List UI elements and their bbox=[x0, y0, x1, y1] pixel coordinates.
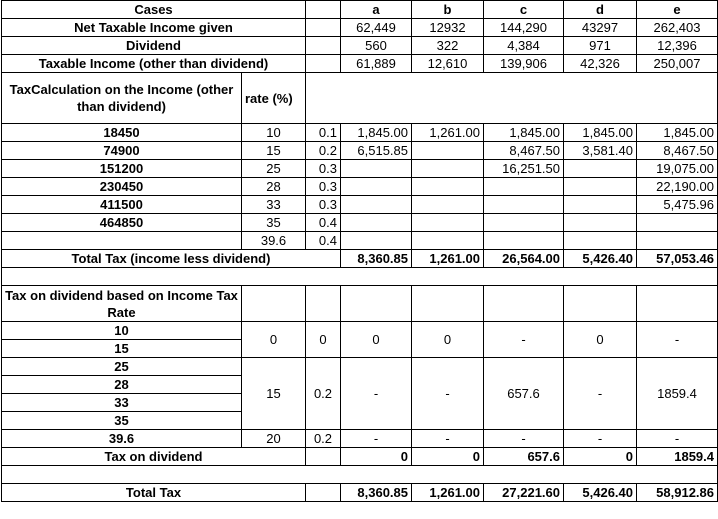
bracket-tax-b[interactable] bbox=[412, 160, 484, 178]
grand-total-a[interactable]: 8,360.85 bbox=[341, 484, 412, 502]
net-taxable-e[interactable]: 262,403 bbox=[637, 19, 718, 37]
bracket-tax-a[interactable] bbox=[341, 160, 412, 178]
total-tax-income-e[interactable]: 57,053.46 bbox=[637, 250, 718, 268]
bracket-threshold[interactable]: 74900 bbox=[2, 142, 242, 160]
taxable-other-e[interactable]: 250,007 bbox=[637, 55, 718, 73]
bracket-tax-e[interactable]: 1,845.00 bbox=[637, 124, 718, 142]
div-group2-a[interactable]: - bbox=[341, 358, 412, 430]
bracket-row bbox=[2, 178, 718, 196]
div-group2-factor[interactable]: 0.2 bbox=[306, 358, 341, 430]
net-taxable-b[interactable]: 12932 bbox=[412, 19, 484, 37]
grand-total-row bbox=[2, 484, 718, 502]
bracket-rate[interactable]: 35 bbox=[242, 214, 306, 232]
bracket-tax-e[interactable] bbox=[637, 232, 718, 250]
bracket-tax-e[interactable]: 22,190.00 bbox=[637, 178, 718, 196]
bracket-tax-c[interactable] bbox=[484, 178, 564, 196]
cell[interactable] bbox=[412, 286, 484, 322]
cell[interactable] bbox=[306, 1, 341, 19]
bracket-tax-b[interactable] bbox=[412, 232, 484, 250]
taxable-other-a[interactable]: 61,889 bbox=[341, 55, 412, 73]
bracket-rows bbox=[2, 124, 718, 250]
bracket-threshold[interactable] bbox=[2, 232, 242, 250]
div-group1-e[interactable]: - bbox=[637, 322, 718, 358]
taxable-other-b[interactable]: 12,610 bbox=[412, 55, 484, 73]
div-rate-33[interactable]: 33 bbox=[2, 394, 242, 412]
bracket-rate[interactable]: 28 bbox=[242, 178, 306, 196]
grand-total-c[interactable]: 27,221.60 bbox=[484, 484, 564, 502]
bracket-tax-a[interactable] bbox=[341, 214, 412, 232]
case-b-header[interactable]: b bbox=[412, 1, 484, 19]
dividend-rate-header-row bbox=[2, 286, 718, 322]
bracket-tax-c[interactable]: 8,467.50 bbox=[484, 142, 564, 160]
cell[interactable] bbox=[484, 286, 564, 322]
cell[interactable] bbox=[306, 55, 341, 73]
cell[interactable] bbox=[2, 466, 718, 484]
bracket-row bbox=[2, 196, 718, 214]
case-d-header[interactable]: d bbox=[564, 1, 637, 19]
bracket-tax-b[interactable] bbox=[412, 196, 484, 214]
div-group2-d[interactable]: - bbox=[564, 358, 637, 430]
bracket-tax-a[interactable] bbox=[341, 178, 412, 196]
cell[interactable] bbox=[242, 286, 306, 322]
total-tax-income-b[interactable]: 1,261.00 bbox=[412, 250, 484, 268]
bracket-tax-b[interactable] bbox=[412, 142, 484, 160]
net-taxable-c[interactable]: 144,290 bbox=[484, 19, 564, 37]
total-tax-income-row bbox=[2, 250, 718, 268]
bracket-threshold[interactable]: 151200 bbox=[2, 160, 242, 178]
bracket-factor[interactable]: 0.1 bbox=[306, 124, 341, 142]
dividend-rate-header-label[interactable]: Tax on dividend based on Income Tax Rate bbox=[2, 286, 242, 322]
dividend-e[interactable]: 12,396 bbox=[637, 37, 718, 55]
tax-on-dividend-b[interactable]: 0 bbox=[412, 448, 484, 466]
tax-on-dividend-a[interactable]: 0 bbox=[341, 448, 412, 466]
taxable-other-d[interactable]: 42,326 bbox=[564, 55, 637, 73]
div-group1-c[interactable]: - bbox=[484, 322, 564, 358]
dividend-c[interactable]: 4,384 bbox=[484, 37, 564, 55]
cell[interactable] bbox=[306, 448, 341, 466]
div-group3-c[interactable]: - bbox=[484, 430, 564, 448]
cell[interactable] bbox=[306, 484, 341, 502]
div-rate-39-6[interactable]: 39.6 bbox=[2, 430, 242, 448]
div-group2-b[interactable]: - bbox=[412, 358, 484, 430]
bracket-row bbox=[2, 160, 718, 178]
div-group3-factor[interactable]: 0.2 bbox=[306, 430, 341, 448]
total-tax-income-a[interactable]: 8,360.85 bbox=[341, 250, 412, 268]
tax-on-dividend-d[interactable]: 0 bbox=[564, 448, 637, 466]
cell[interactable] bbox=[306, 286, 341, 322]
div-group2-e[interactable]: 1859.4 bbox=[637, 358, 718, 430]
div-rate-28[interactable]: 28 bbox=[2, 376, 242, 394]
case-e-header[interactable]: e bbox=[637, 1, 718, 19]
tax-on-dividend-label[interactable]: Tax on dividend bbox=[2, 448, 306, 466]
div-group2-c[interactable]: 657.6 bbox=[484, 358, 564, 430]
cases-label[interactable]: Cases bbox=[2, 1, 306, 19]
cell[interactable] bbox=[564, 286, 637, 322]
div-group1-b[interactable]: 0 bbox=[412, 322, 484, 358]
div-group3-e[interactable]: - bbox=[637, 430, 718, 448]
bracket-threshold[interactable]: 18450 bbox=[2, 124, 242, 142]
bracket-tax-d[interactable] bbox=[564, 214, 637, 232]
bracket-tax-b[interactable] bbox=[412, 178, 484, 196]
tax-on-dividend-e[interactable]: 1859.4 bbox=[637, 448, 718, 466]
bracket-factor[interactable]: 0.3 bbox=[306, 196, 341, 214]
net-taxable-label[interactable]: Net Taxable Income given bbox=[2, 19, 306, 37]
bracket-row bbox=[2, 232, 718, 250]
div-group3-a[interactable]: - bbox=[341, 430, 412, 448]
div-rate-15[interactable]: 15 bbox=[2, 340, 242, 358]
bracket-tax-c[interactable]: 16,251.50 bbox=[484, 160, 564, 178]
div-group1-row bbox=[2, 322, 718, 340]
total-tax-income-label[interactable]: Total Tax (income less dividend) bbox=[2, 250, 341, 268]
div-group1-rate[interactable]: 0 bbox=[242, 322, 306, 358]
grand-total-d[interactable]: 5,426.40 bbox=[564, 484, 637, 502]
taxable-other-c[interactable]: 139,906 bbox=[484, 55, 564, 73]
cell[interactable] bbox=[2, 268, 718, 286]
cell[interactable] bbox=[306, 37, 341, 55]
bracket-factor[interactable]: 0.4 bbox=[306, 232, 341, 250]
taxable-other-row bbox=[2, 55, 718, 73]
bracket-threshold[interactable]: 464850 bbox=[2, 214, 242, 232]
bracket-tax-b[interactable]: 1,261.00 bbox=[412, 124, 484, 142]
cell[interactable] bbox=[306, 73, 718, 124]
bracket-tax-d[interactable] bbox=[564, 160, 637, 178]
div-group3-rate[interactable]: 20 bbox=[242, 430, 306, 448]
grand-total-b[interactable]: 1,261.00 bbox=[412, 484, 484, 502]
cases-header-row bbox=[2, 1, 718, 19]
div-rate-10[interactable]: 10 bbox=[2, 322, 242, 340]
bracket-threshold[interactable]: 411500 bbox=[2, 196, 242, 214]
bracket-row bbox=[2, 142, 718, 160]
dividend-d[interactable]: 971 bbox=[564, 37, 637, 55]
total-tax-income-c[interactable]: 26,564.00 bbox=[484, 250, 564, 268]
bracket-factor[interactable]: 0.3 bbox=[306, 178, 341, 196]
bracket-tax-c[interactable] bbox=[484, 214, 564, 232]
div-group3-row bbox=[2, 430, 718, 448]
bracket-tax-b[interactable] bbox=[412, 214, 484, 232]
bracket-threshold[interactable]: 230450 bbox=[2, 178, 242, 196]
bracket-tax-e[interactable]: 5,475.96 bbox=[637, 196, 718, 214]
dividend-a[interactable]: 560 bbox=[341, 37, 412, 55]
spacer-row bbox=[2, 466, 718, 484]
rate-header[interactable]: rate (%) bbox=[242, 73, 306, 124]
bracket-factor[interactable]: 0.3 bbox=[306, 160, 341, 178]
bracket-tax-c[interactable] bbox=[484, 232, 564, 250]
bracket-tax-a[interactable]: 1,845.00 bbox=[341, 124, 412, 142]
bracket-tax-a[interactable]: 6,515.85 bbox=[341, 142, 412, 160]
div-rate-35[interactable]: 35 bbox=[2, 412, 242, 430]
div-rate-25[interactable]: 25 bbox=[2, 358, 242, 376]
div-group3-b[interactable]: - bbox=[412, 430, 484, 448]
bracket-tax-a[interactable] bbox=[341, 196, 412, 214]
total-tax-income-d[interactable]: 5,426.40 bbox=[564, 250, 637, 268]
bracket-tax-d[interactable] bbox=[564, 232, 637, 250]
bracket-row bbox=[2, 214, 718, 232]
bracket-factor[interactable]: 0.2 bbox=[306, 142, 341, 160]
tax-spreadsheet bbox=[1, 0, 718, 502]
calc-header-row bbox=[2, 73, 718, 124]
tax-on-dividend-row bbox=[2, 448, 718, 466]
bracket-factor[interactable]: 0.4 bbox=[306, 214, 341, 232]
div-group3-d[interactable]: - bbox=[564, 430, 637, 448]
tax-on-dividend-c[interactable]: 657.6 bbox=[484, 448, 564, 466]
bracket-row bbox=[2, 124, 718, 142]
net-taxable-a[interactable]: 62,449 bbox=[341, 19, 412, 37]
bracket-tax-e[interactable]: 19,075.00 bbox=[637, 160, 718, 178]
bracket-rate[interactable]: 33 bbox=[242, 196, 306, 214]
bracket-tax-a[interactable] bbox=[341, 232, 412, 250]
bracket-tax-c[interactable] bbox=[484, 196, 564, 214]
bracket-tax-e[interactable] bbox=[637, 214, 718, 232]
taxable-other-label[interactable]: Taxable Income (other than dividend) bbox=[2, 55, 306, 73]
bracket-rate[interactable]: 25 bbox=[242, 160, 306, 178]
div-group2-row bbox=[2, 358, 718, 376]
cell[interactable] bbox=[637, 286, 718, 322]
bracket-tax-e[interactable]: 8,467.50 bbox=[637, 142, 718, 160]
case-a-header[interactable]: a bbox=[341, 1, 412, 19]
cell[interactable] bbox=[306, 19, 341, 37]
bracket-rate[interactable]: 15 bbox=[242, 142, 306, 160]
dividend-label[interactable]: Dividend bbox=[2, 37, 306, 55]
dividend-b[interactable]: 322 bbox=[412, 37, 484, 55]
div-group1-a[interactable]: 0 bbox=[341, 322, 412, 358]
net-taxable-row bbox=[2, 19, 718, 37]
grand-total-e[interactable]: 58,912.86 bbox=[637, 484, 718, 502]
bracket-rate[interactable]: 39.6 bbox=[242, 232, 306, 250]
bracket-tax-d[interactable]: 3,581.40 bbox=[564, 142, 637, 160]
bracket-tax-d[interactable]: 1,845.00 bbox=[564, 124, 637, 142]
bracket-tax-d[interactable] bbox=[564, 196, 637, 214]
spacer-row bbox=[2, 268, 718, 286]
cell[interactable] bbox=[341, 286, 412, 322]
div-group1-factor[interactable]: 0 bbox=[306, 322, 341, 358]
bracket-tax-c[interactable]: 1,845.00 bbox=[484, 124, 564, 142]
grand-total-label[interactable]: Total Tax bbox=[2, 484, 306, 502]
div-group2-rate[interactable]: 15 bbox=[242, 358, 306, 430]
dividend-row bbox=[2, 37, 718, 55]
div-group1-d[interactable]: 0 bbox=[564, 322, 637, 358]
bracket-tax-d[interactable] bbox=[564, 178, 637, 196]
calc-header-label[interactable]: TaxCalculation on the Income (other than dividend) bbox=[2, 73, 242, 124]
case-c-header[interactable]: c bbox=[484, 1, 564, 19]
bracket-rate[interactable]: 10 bbox=[242, 124, 306, 142]
net-taxable-d[interactable]: 43297 bbox=[564, 19, 637, 37]
